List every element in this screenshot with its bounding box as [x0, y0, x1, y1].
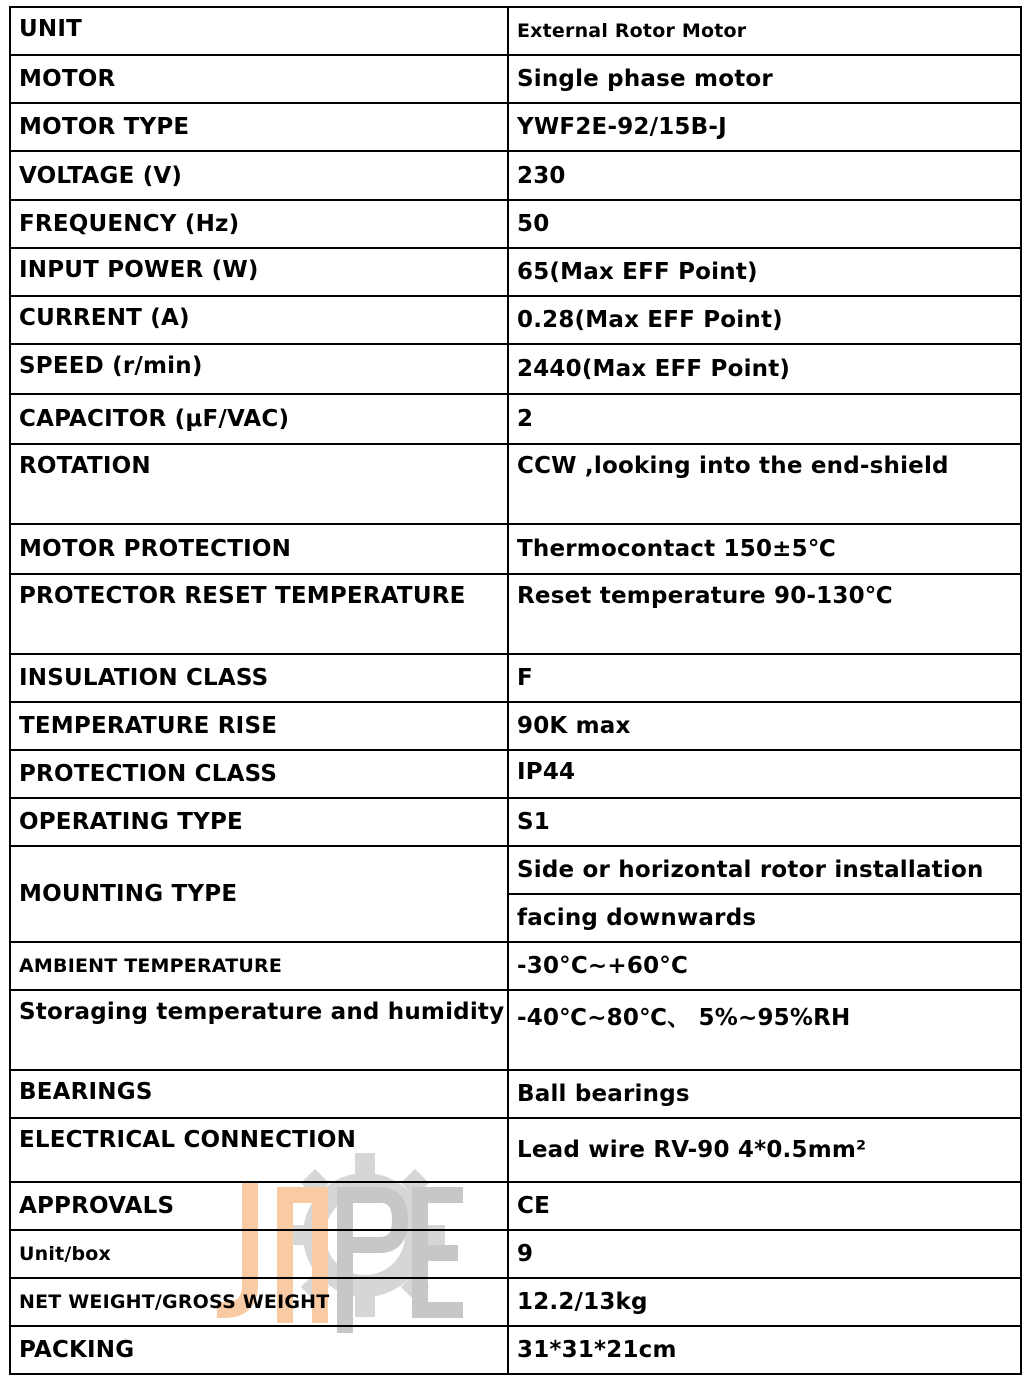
value-mounting-type-line1: Side or horizontal rotor installation [508, 846, 1021, 894]
value-motor-type: YWF2E-92/15B-J [508, 103, 1021, 151]
row-motor [10, 55, 1021, 103]
label-packing: PACKING [10, 1326, 508, 1374]
label-unit: UNIT [10, 7, 508, 55]
label-mounting-type: MOUNTING TYPE [10, 846, 508, 942]
value-packing: 31*31*21cm [508, 1326, 1021, 1374]
value-bearings: Ball bearings [508, 1070, 1021, 1118]
label-temperature-rise: TEMPERATURE RISE [10, 702, 508, 750]
value-rotation: CCW ,looking into the end-shield [508, 444, 1021, 524]
value-current: 0.28(Max EFF Point) [508, 296, 1021, 344]
row-temperature-rise [10, 702, 1021, 750]
row-unit-box [10, 1230, 1021, 1278]
row-rotation [10, 444, 1021, 524]
value-speed: 2440(Max EFF Point) [508, 344, 1021, 394]
row-motor-type [10, 103, 1021, 151]
label-approvals: APPROVALS [10, 1182, 508, 1230]
label-ambient-temperature: AMBIENT TEMPERATURE [10, 942, 508, 990]
label-operating-type: OPERATING TYPE [10, 798, 508, 846]
value-mounting-type-line2: facing downwards [508, 894, 1021, 942]
row-approvals [10, 1182, 1021, 1230]
label-bearings: BEARINGS [10, 1070, 508, 1118]
row-protector-reset [10, 574, 1021, 654]
row-storaging [10, 990, 1021, 1070]
row-voltage [10, 151, 1021, 200]
value-protection-class: IP44 [508, 750, 1021, 798]
row-capacitor [10, 394, 1021, 444]
label-current: CURRENT (A) [10, 296, 508, 344]
label-voltage: VOLTAGE (V) [10, 151, 508, 200]
label-unit-box: Unit/box [10, 1230, 508, 1278]
row-protection-class [10, 750, 1021, 798]
value-approvals: CE [508, 1182, 1021, 1230]
label-electrical-connection: ELECTRICAL CONNECTION [10, 1118, 508, 1182]
label-frequency: FREQUENCY (Hz) [10, 200, 508, 248]
row-bearings [10, 1070, 1021, 1118]
row-operating-type [10, 798, 1021, 846]
row-mounting-type-1 [10, 846, 1021, 894]
value-temperature-rise: 90K max [508, 702, 1021, 750]
spec-table [9, 6, 1022, 1375]
value-motor: Single phase motor [508, 55, 1021, 103]
value-voltage: 230 [508, 151, 1021, 200]
label-input-power: INPUT POWER (W) [10, 248, 508, 296]
value-electrical-connection: Lead wire RV-90 4*0.5mm² [508, 1118, 1021, 1182]
label-storaging: Storaging temperature and humidity [10, 990, 508, 1070]
row-net-gross-weight [10, 1278, 1021, 1326]
value-frequency: 50 [508, 200, 1021, 248]
value-motor-protection: Thermocontact 150±5℃ [508, 524, 1021, 574]
row-motor-protection [10, 524, 1021, 574]
label-speed: SPEED (r/min) [10, 344, 508, 394]
row-packing [10, 1326, 1021, 1374]
value-unit-box: 9 [508, 1230, 1021, 1278]
value-operating-type: S1 [508, 798, 1021, 846]
label-protector-reset: PROTECTOR RESET TEMPERATURE [10, 574, 508, 654]
label-net-gross-weight: NET WEIGHT/GROSS WEIGHT [10, 1278, 508, 1326]
value-unit: External Rotor Motor [508, 7, 1021, 55]
label-protection-class: PROTECTION CLASS [10, 750, 508, 798]
value-capacitor: 2 [508, 394, 1021, 444]
value-input-power: 65(Max EFF Point) [508, 248, 1021, 296]
row-ambient-temperature [10, 942, 1021, 990]
label-insulation-class: INSULATION CLASS [10, 654, 508, 702]
value-protector-reset: Reset temperature 90-130℃ [508, 574, 1021, 654]
value-ambient-temperature: -30°C~+60°C [508, 942, 1021, 990]
label-motor-protection: MOTOR PROTECTION [10, 524, 508, 574]
value-storaging: -40℃~80℃、 5%~95%RH [508, 990, 1021, 1070]
row-frequency [10, 200, 1021, 248]
label-capacitor: CAPACITOR (μF/VAC) [10, 394, 508, 444]
label-motor-type: MOTOR TYPE [10, 103, 508, 151]
row-input-power [10, 248, 1021, 296]
row-speed [10, 344, 1021, 394]
row-unit [10, 7, 1021, 55]
value-insulation-class: F [508, 654, 1021, 702]
label-motor: MOTOR [10, 55, 508, 103]
value-net-gross-weight: 12.2/13kg [508, 1278, 1021, 1326]
row-current [10, 296, 1021, 344]
label-rotation: ROTATION [10, 444, 508, 524]
row-insulation-class [10, 654, 1021, 702]
row-electrical-connection [10, 1118, 1021, 1182]
